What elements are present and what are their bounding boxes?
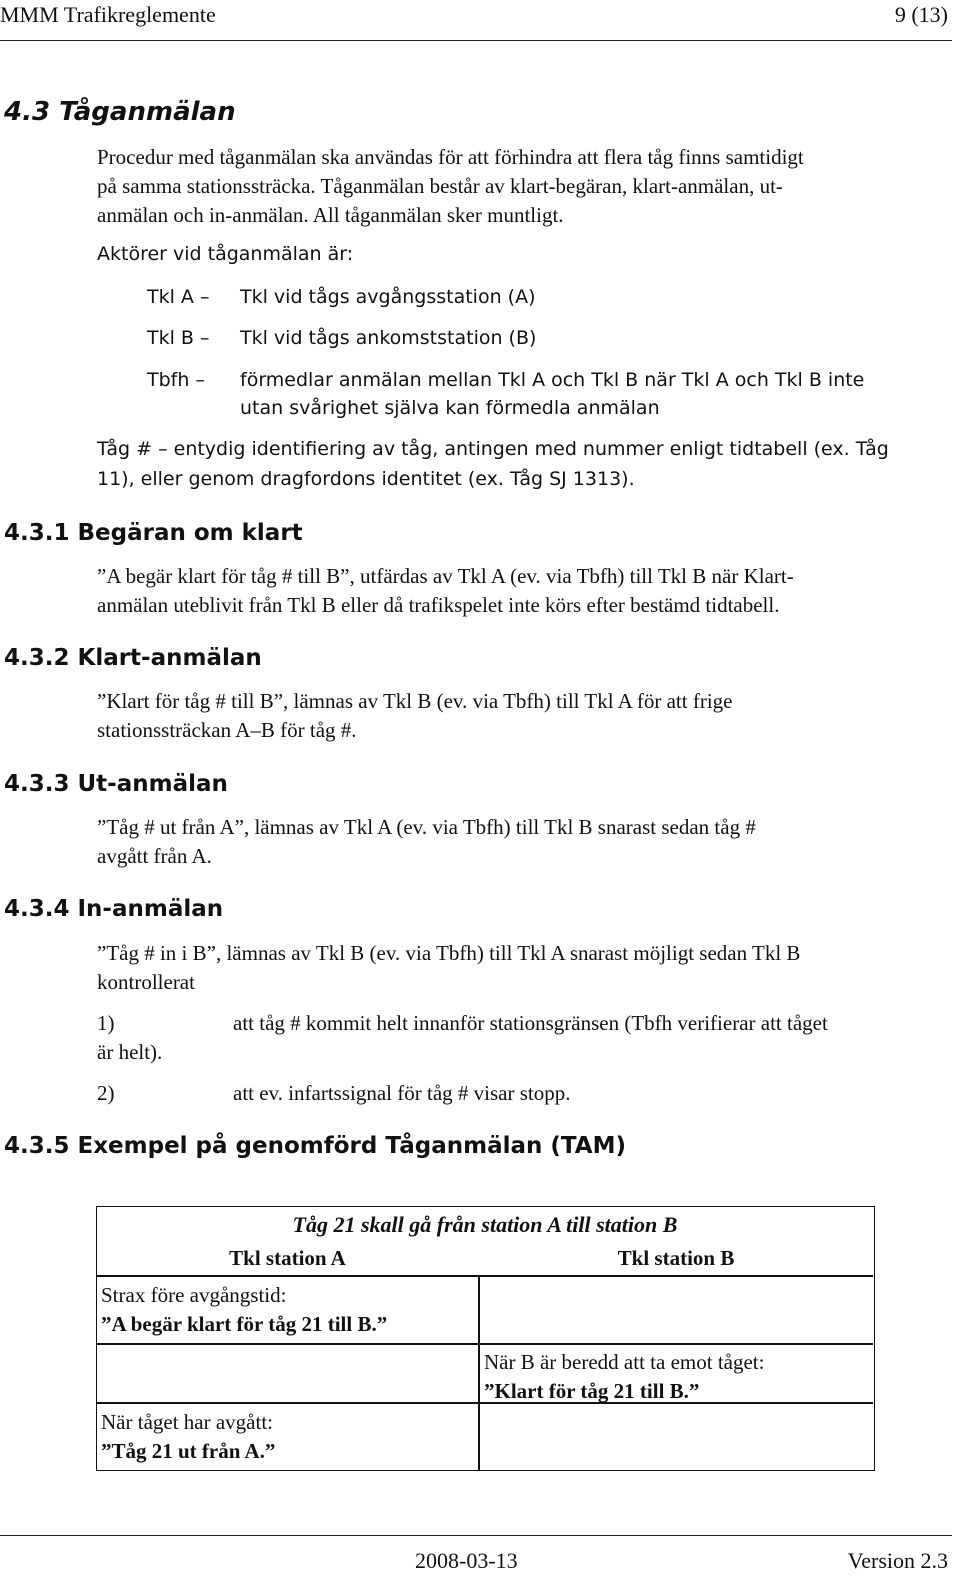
intro-line: på samma stationssträcka. Tåganmälan består av klart-begäran, klart-anmälan, ut-: [97, 174, 783, 198]
table-cell-message: ”A begär klart för tåg 21 till B.”: [101, 1312, 388, 1336]
subsection-title-4-3-1: 4.3.1 Begäran om klart: [4, 520, 303, 546]
footer-date: 2008-03-13: [415, 1548, 518, 1573]
actor-term: Tbfh –: [147, 369, 205, 391]
subsection-line: anmälan uteblivit från Tkl B eller då trafikspelet inte körs efter bestämd tidtabell.: [97, 593, 780, 617]
table-rule: [97, 1275, 873, 1277]
subsection-line: kontrollerat: [97, 970, 195, 994]
subsection-line: ”Tåg # ut från A”, lämnas av Tkl A (ev. via Tbfh) till Tkl B snarast sedan tåg #: [97, 815, 756, 839]
table-cell-label: När tåget har avgått:: [101, 1410, 273, 1434]
actor-desc: Tkl vid tågs ankomststation (B): [240, 327, 537, 349]
table-cell-label: Strax före avgångstid:: [101, 1283, 287, 1307]
footer-version: Version 2.3: [847, 1548, 948, 1573]
list-item-text: att ev. infartssignal för tåg # visar stopp.: [233, 1081, 571, 1105]
subsection-line: ”Klart för tåg # till B”, lämnas av Tkl B (ev. via Tbfh) till Tkl A för att frige: [97, 689, 733, 713]
table-rule: [97, 1343, 873, 1345]
table-header-a: Tkl station A: [229, 1246, 346, 1270]
table-cell-message: ”Tåg 21 ut från A.”: [101, 1439, 276, 1463]
intro-line: anmälan och in-anmälan. All tåganmälan sker muntligt.: [97, 203, 564, 227]
subsection-line: ”A begär klart för tåg # till B”, utfärdas av Tkl A (ev. via Tbfh) till Tkl B när Klart-: [97, 564, 794, 588]
subsection-title-4-3-2: 4.3.2 Klart-anmälan: [4, 645, 262, 671]
train-def-line: 11), eller genom dragfordons identitet (ex. Tåg SJ 1313).: [97, 468, 635, 490]
actor-term: Tkl A –: [147, 286, 210, 308]
subsection-title-4-3-3: 4.3.3 Ut-anmälan: [4, 771, 228, 797]
table-cell-message: ”Klart för tåg 21 till B.”: [484, 1379, 700, 1403]
table-cell-label: När B är beredd att ta emot tåget:: [484, 1350, 765, 1374]
header-page-number: 9 (13): [894, 2, 948, 27]
table-column-divider: [478, 1275, 480, 1470]
actor-desc: Tkl vid tågs avgångsstation (A): [240, 286, 536, 308]
table-header-b: Tkl station B: [617, 1246, 735, 1270]
actors-heading: Aktörer vid tåganmälan är:: [97, 243, 354, 265]
example-table: [96, 1206, 875, 1471]
table-caption: Tåg 21 skall gå från station A till station B: [292, 1212, 678, 1237]
footer-rule: [0, 1535, 952, 1536]
subsection-line: stationssträckan A–B för tåg #.: [97, 718, 357, 742]
subsection-line: ”Tåg # in i B”, lämnas av Tkl B (ev. via Tbfh) till Tkl A snarast möjligt sedan Tkl B: [97, 941, 801, 965]
train-def-line: Tåg # – entydig identifiering av tåg, antingen med nummer enligt tidtabell (ex. Tåg: [97, 438, 889, 460]
list-item-text: att tåg # kommit helt innanför stationsgränsen (Tbfh verifierar att tåget: [233, 1011, 828, 1035]
actor-desc: förmedlar anmälan mellan Tkl A och Tkl B när Tkl A och Tkl B inte: [240, 369, 865, 391]
subsection-line: avgått från A.: [97, 844, 212, 868]
actor-term: Tkl B –: [147, 327, 210, 349]
header-rule: [0, 40, 952, 41]
actor-desc: utan svårighet själva kan förmedla anmälan: [240, 397, 660, 419]
list-item-number: 1): [97, 1011, 115, 1035]
list-item-continuation: är helt).: [97, 1040, 163, 1064]
subsection-title-4-3-5: 4.3.5 Exempel på genomförd Tåganmälan (TAM): [4, 1133, 626, 1159]
header-doc-title: MMM Trafikreglemente: [0, 2, 216, 27]
section-title: 4.3 Tåganmälan: [4, 97, 236, 127]
list-item-number: 2): [97, 1081, 115, 1105]
subsection-title-4-3-4: 4.3.4 In-anmälan: [4, 896, 224, 922]
intro-line: Procedur med tåganmälan ska användas för att förhindra att flera tåg finns samtidigt: [97, 145, 804, 169]
